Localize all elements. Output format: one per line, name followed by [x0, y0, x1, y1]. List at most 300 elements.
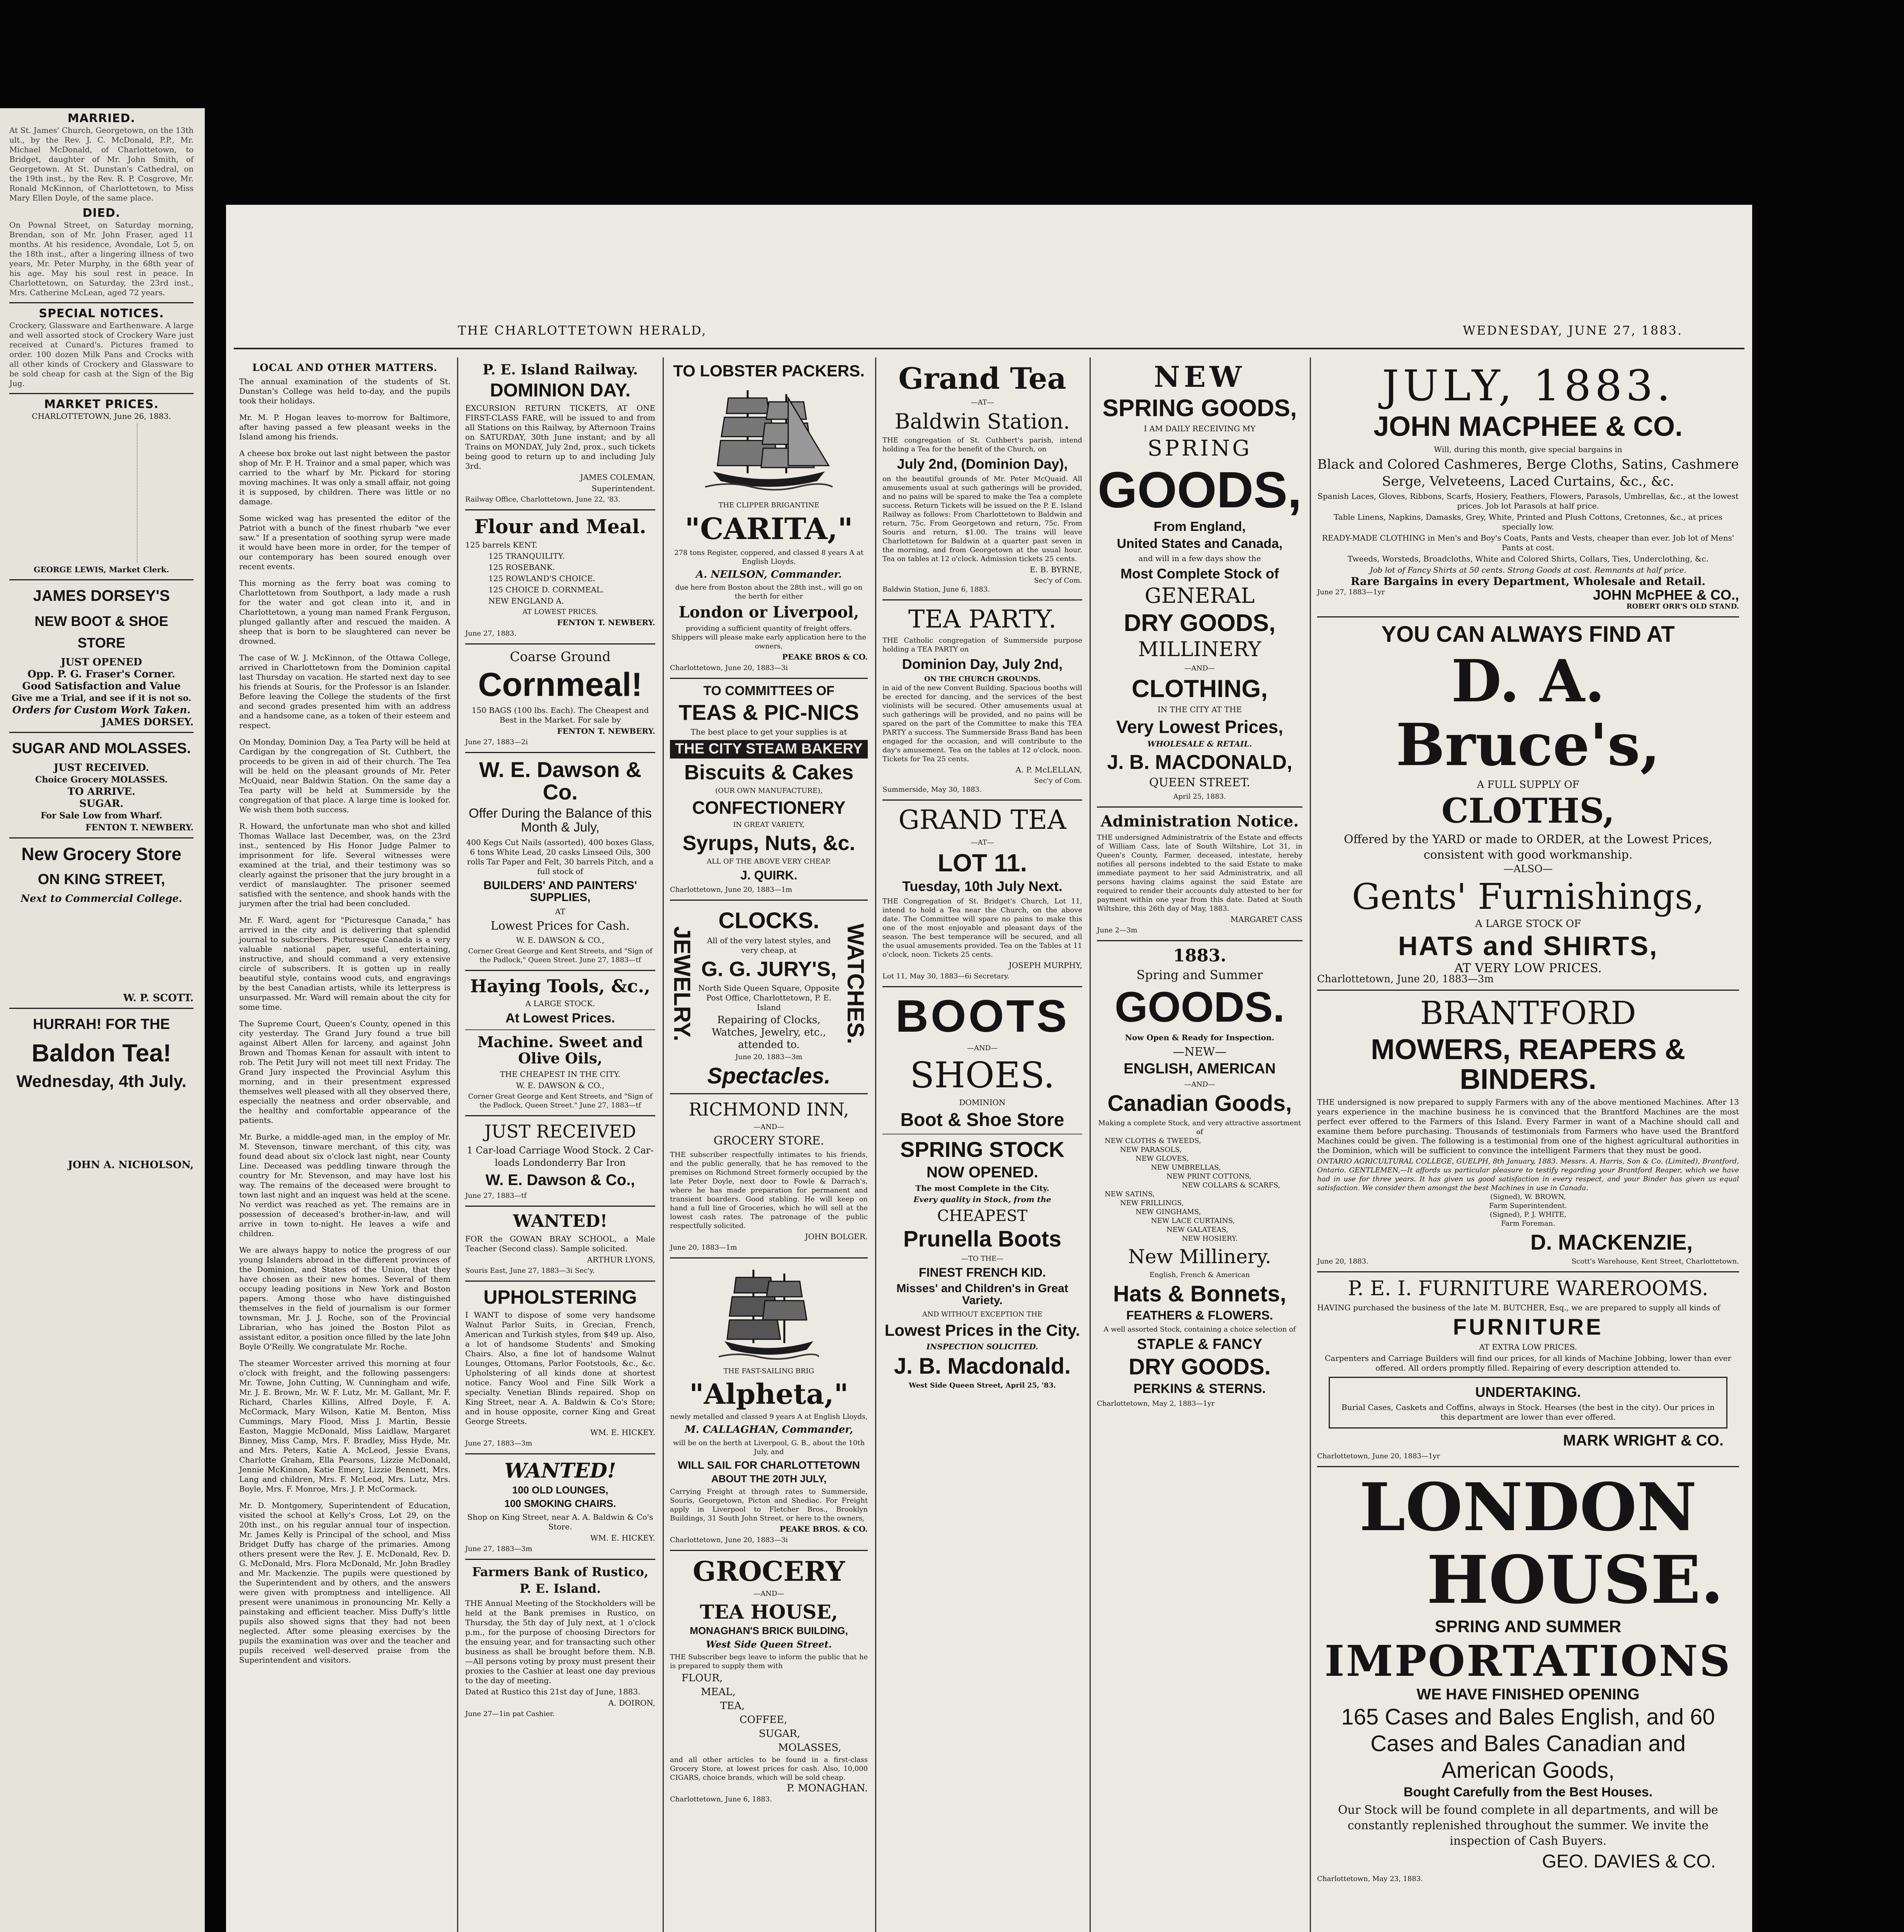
dawson-address: Corner Great George and Kent Streets, and "Sign of the Padlock," Queen Street. June 27, 1883—tf	[468, 947, 653, 964]
watches-vertical: WATCHES.	[843, 923, 869, 1044]
married-heading: MARRIED.	[67, 112, 136, 125]
column-shipping-grocery	[665, 359, 873, 1932]
quirk-date: Charlottetown, June 20, 1883—1m	[670, 885, 792, 894]
misses-children: Misses' and Children's in Great Variety.	[896, 1282, 1068, 1307]
new-millinery: New Millinery.	[1128, 1245, 1272, 1268]
dorsey-store: NEW BOOT & SHOE STORE	[34, 613, 168, 651]
spring-word: SPRING	[1147, 435, 1252, 461]
dry-goods-heading: DRY GOODS,	[1124, 609, 1276, 636]
richmond-inn-heading: RICHMOND INN,	[688, 1099, 849, 1120]
dawson-supplies: BUILDERS' AND PAINTERS' SUPPLIES,	[483, 879, 637, 904]
clipper-caption: THE CLIPPER BRIGANTINE	[718, 501, 819, 510]
carita-heading: "CARITA,"	[685, 512, 853, 546]
local-paragraph: Some wicked wag has presented the editor of the Patriot with a bunch of the finest rhubarb "we ever saw." If a presentation of soothing syrup were made it would have been more in order, for the temper of our contemporary has been soured enough over recent events.	[239, 513, 450, 571]
dominion-label: DOMINION	[959, 1097, 1006, 1107]
goods-1883: GOODS.	[1114, 983, 1285, 1031]
flour-price: AT LOWEST PRICES.	[522, 607, 598, 616]
finished-opening: WE HAVE FINISHED OPENING	[1416, 1686, 1640, 1703]
wanted-text: FOR the GOWAN BRAY SCHOOL, a Male Teacher (Second class). Sample solicited.	[465, 1234, 655, 1253]
jury-address: North Side Queen Square, Opposite Post Office, Charlottetown, P. E. Island	[698, 983, 840, 1012]
macphee-sub: Will, during this month, give special bargains in	[1434, 444, 1622, 454]
sugar-signature: FENTON T. NEWBERY.	[85, 823, 194, 833]
grocery-item: FLOUR,	[682, 1672, 723, 1684]
boot-store-heading: Boot & Shoe Store	[900, 1109, 1064, 1130]
teas-text: The best place to get your supplies is at	[690, 727, 847, 736]
goods-line: NEW PRINT COTTONS,	[1166, 1172, 1252, 1180]
year-1883: 1883.	[1173, 946, 1226, 966]
tea-date: Wednesday, 4th July.	[16, 1072, 187, 1091]
macphee-line-7: Rare Bargains in every Department, Wholesale and Retail.	[1350, 575, 1706, 588]
grocery-signature: W. P. SCOTT.	[123, 992, 194, 1004]
local-paragraph: The Supreme Court, Queen's County, opened in this city yesterday. The Grand Jury found a true bill against Albert Allen for larceny, and against John Brown and Thomas Kenan for assault with intent to rob. The Petit Jury will not meet till next Friday. The Grand Jury inspected the Provincial Asylum this morning, and in their presentment expressed themselves well pleased with all they observed there, especially the neatness and order observable, and the healthy and comfortable appearance of the patients.	[239, 1019, 450, 1125]
april-date: April 25, 1883.	[1173, 792, 1226, 801]
cheapest: CHEAPEST	[937, 1207, 1028, 1225]
clocks-text: All of the very latest styles, and very cheap, at	[707, 935, 831, 955]
prunella-boots: Prunella Boots	[903, 1226, 1062, 1252]
macphee-line-1: Black and Colored Cashmeres, Berge Cloths, Satins, Cashmere Serge, Velveteens, Laced Curtains, &c., &c.	[1317, 456, 1739, 489]
baldwin-location: Baldwin Station, June 6, 1883.	[882, 585, 990, 594]
local-paragraph: Mr. F. Ward, agent for "Picturesque Canada," has arrived in the city and is delivering that splendid journal to subscribers. Picturesque Canada is a very valuable national paper, useful, entertaining, instructive, and should command a very extensive circle of subscribers. It is gotten up in really beautiful style, contains wood cuts, and engravings by the best Canadian artists, while its letterpress is unsurpassed. Mr. Ward will remain about the city for some time.	[239, 915, 450, 1012]
carita-text-2: due here from Boston about the 28th inst., will go on the berth for either	[675, 583, 863, 601]
undertaking-text: Burial Cases, Caskets and Coffins, always in Stock. Hearses (the best in the city). Our prices in this department are lower than ever offered.	[1341, 1402, 1715, 1422]
bruce-date: Charlottetown, June 20, 1883—3m	[1317, 973, 1494, 985]
sugar-line-4: For Sale Low from Wharf.	[41, 811, 162, 821]
lot-11-location: Lot 11, May 30, 1883—6i Secretary.	[882, 972, 1010, 980]
lot-11-heading: LOT 11.	[937, 849, 1027, 877]
most-complete: The most Complete in the City.	[915, 1184, 1049, 1193]
and-separator: —AND—	[1184, 664, 1215, 672]
administration-signature: MARGARET CASS	[1230, 914, 1302, 924]
oils-address: Corner Great George and Kent Streets, and "Sign of the Padlock, Queen Street." June 27, 1883—tf	[468, 1092, 653, 1109]
alpheta-text: newly metalled and classed 9 years A at English Lloyds,	[670, 1413, 868, 1421]
railway-signature: JAMES COLEMAN,	[580, 472, 655, 482]
large-stock: A LARGE STOCK OF	[1475, 918, 1581, 930]
haying-stock: A LARGE STOCK.	[525, 999, 595, 1009]
macphee-line-2: Spanish Laces, Gloves, Ribbons, Scarfs, Hosiery, Feathers, Flowers, Parasols, Umbrellas, &c., at the lowest prices. Job lot Parasols at half price.	[1318, 491, 1739, 510]
biscuits-heading: Biscuits & Cakes	[684, 760, 854, 784]
clocks-heading: CLOCKS.	[718, 908, 819, 933]
grocery-text-2: and all other articles to be found in a first-class Grocery Store, at lowest prices for cash. Also, 10,000 CIGARS, choice brands, which will be sold cheap.	[670, 1756, 868, 1782]
clothing-heading: CLOTHING,	[1132, 674, 1268, 702]
brantford-signature-1: (Signed), W. BROWN,	[1490, 1192, 1566, 1201]
carita-text-3: providing a sufficient quantity of freight offers. Shippers will please make early application here to the owners,	[671, 624, 867, 651]
local-paragraph: This morning as the ferry boat was coming to Charlottetown from Southport, a lady made a rush for the water and got clean into it, and in Charlottetown, a young man named Frank Ferguson, plunged gallantly after and rescued the maiden. A sheep that is born to be slaughtered can never be drowned.	[239, 578, 450, 646]
brig-engraving-icon	[719, 1264, 819, 1364]
house-heading: HOUSE.	[1426, 1541, 1724, 1619]
now-opened: NOW OPENED.	[926, 1164, 1038, 1181]
died-text: On Pownal Street, on Saturday morning, Brendan, son of Mr. John Fraser, aged 11 months. At his residence, Avondale, Lot 5, on the 18th inst., after a lingering illness of two years, Mr. Peter Murphy, in the 68th year of his age. May his soul rest in peace. In Charlottetown, on Saturday, the 23rd inst., Mrs. Catherine McLean, aged 72 years.	[9, 220, 194, 297]
local-paragraph: We are always happy to notice the progress of our young Islanders abroad in the different provinces of the Dominion, and States of the Union, that they have chosen as their new homes. Several of them occupy leading positions in New York and Boston papers. Among those who have distinguished themselves in the field of journalism is our former townsman, Mr. J. J. Roche, son of the Provincial Librarian, who has joined the Boston Pilot as assistant editor, a position once filled by the late John Boyle O'Reilly. We congratulate Mr. Roche.	[239, 1245, 450, 1351]
local-paragraph: R. Howard, the unfortunate man who shot and killed Thomas Wallace last December, was, on the 23rd inst., sentenced by His Honor Judge Palmer to imprisonment for life. Several witnesses were examined at the trial, and their testimony was so clearly against the prisoner that the jury brought in a verdict of manslaughter. The prisoner seemed satisfied with the sentence, and shook hands with the jurymen after the trial had been concluded.	[239, 821, 450, 908]
dorsey-satisfaction: Good Satisfaction and Value	[22, 680, 181, 692]
west-side: West Side Queen Street.	[706, 1638, 832, 1650]
dawson-heading: W. E. Dawson & Co.	[479, 757, 642, 804]
wanted-heading: WANTED!	[513, 1211, 608, 1231]
from-england: From England,	[1154, 519, 1246, 534]
and-separator-2: —AND—	[1184, 1080, 1215, 1088]
macphee-signature: JOHN McPHEE & CO.,	[1593, 587, 1739, 603]
flour-item: 125 TRANQUILITY.	[488, 551, 565, 561]
canadian-goods: Canadian Goods,	[1107, 1090, 1292, 1116]
local-paragraph: Mr. M. P. Hogan leaves to-morrow for Baltimore, after having passed a few pleasant weeks in the Island among his friends.	[239, 412, 450, 441]
local-paragraph: On Monday, Dominion Day, a Tea Party will be held at Cardigan by the congregation of St. Cuthbert, the proceeds to be given in aid of their church. The Tea will be held on the pleasant grounds of Mr. Peter McQuaid, near Baldwin Station. On the same day a Tea party will be held at Summerside by the congregation of that place. A large time is looked for. We wish them both success.	[239, 737, 450, 814]
dorsey-title: JAMES DORSEY'S	[33, 587, 170, 604]
davies-signature: GEO. DAVIES & CO.	[1542, 1851, 1716, 1872]
goods-line: NEW GINGHAMS,	[1136, 1208, 1201, 1216]
jury-name: G. G. JURY'S,	[701, 957, 836, 981]
english-american: ENGLISH, AMERICAN	[1124, 1060, 1276, 1077]
cornmeal-signature: FENTON T. NEWBERY.	[557, 726, 655, 736]
alpheta-signature: PEAKE BROS. & CO.	[779, 1524, 868, 1534]
tea-party-date: Dominion Day, July 2nd,	[902, 656, 1063, 672]
stock-text: Our Stock will be found complete in all departments, and will be constantly replenished throughout the summer. We invite the inspection of Cash Buyers.	[1338, 1803, 1718, 1848]
wanted-signature: ARTHUR LYONS,	[587, 1255, 655, 1264]
few-days: and will in a few days show the	[1138, 554, 1261, 563]
column-railway-dawson	[460, 359, 661, 1932]
carita-signature: PEAKE BROS & CO.	[782, 652, 868, 662]
boots-heading: BOOTS	[895, 990, 1069, 1042]
tea-party-signature-title: Sec'y of Com.	[1034, 776, 1082, 785]
richmond-date: June 20, 1883—1m	[670, 1243, 737, 1252]
special-notices-heading: SPECIAL NOTICES.	[39, 307, 164, 320]
farmers-bank-heading: Farmers Bank of Rustico,	[472, 1564, 649, 1579]
importations-heading: IMPORTATIONS	[1324, 1636, 1732, 1686]
just-received-heading: JUST RECEIVED	[484, 1121, 636, 1142]
brantford-heading: BRANTFORD	[1420, 995, 1636, 1032]
tea-party-text-2: in aid of the new Convent Building. Spacious booths will be erected for dancing, and the services of the best violinists will be secured. Other amusements usual at such gatherings will be provided, and no pains will be spared on the part of the Committee to make this TEA PARTY a success. The Summerside Brass Band has been engaged for the occasion, and will contribute to the day's amusement. Tea on the tables at 12 o'clock, noon. Tickets for Tea 25 cents.	[882, 684, 1082, 763]
to-the: —TO THE—	[961, 1254, 1004, 1263]
jb-macdonald-address: West Side Queen Street, April 25, '83.	[908, 1381, 1056, 1390]
richmond-grocery: GROCERY STORE.	[713, 1134, 824, 1148]
lowest-prices: Very Lowest Prices,	[1116, 717, 1284, 737]
tea-signature: JOHN A. NICHOLSON,	[68, 1159, 194, 1171]
upholstering-heading: UPHOLSTERING	[483, 1286, 637, 1308]
feathers-flowers: FEATHERS & FLOWERS.	[1126, 1308, 1273, 1322]
upholstering-text: I WANT to dispose of some very handsome Walnut Parlor Suits, in Grecian, French, American and Turkish styles, from $49 up. Also, a lot of handsome Students' and Smoking Chairs. Also, a fine lot of handsome Walnut Lounges, Ottomans, Parlor Footstools, &c., &c. Upholstering of all kinds done at shortest notice. Fancy Wool and Fine Silk Work a specialty. Venetian Blinds repaired. Shop on King Street, near A. A. Baldwin & Co's Store; and in house opposite, corner King and Great George Streets.	[465, 1310, 655, 1426]
jury-text: Repairing of Clocks, Watches, Jewelry, etc., attended to.	[712, 1014, 826, 1051]
brantford-signature-1-title: Farm Superintendent.	[1489, 1201, 1567, 1210]
married-text: At St. James' Church, Georgetown, on the 13th ult., by the Rev. J. C. McDonald, P.P., Mr. Michael McDonald, of Charlottetown, to Bridget, daughter of Mr. John Smith, of Georgetown. At St. Dunstan's Cathedral, on the 19th inst., by the Rev. R. P. Cosgrove, Mr. Ronald McKinnon, of Charlottetown, to Miss Mary Ellen Doyle, of the same place.	[9, 126, 194, 202]
wanted-chairs-heading: WANTED!	[504, 1459, 616, 1483]
making-text: Making a complete Stock, and very attractive assortment of	[1098, 1119, 1301, 1136]
grocery-item: MEAL,	[701, 1686, 736, 1698]
above-cheap: ALL OF THE ABOVE VERY CHEAP.	[707, 857, 831, 866]
carita-date: Charlottetown, June 20, 1883—3i	[670, 664, 788, 672]
davies-date: Charlottetown, May 23, 1883.	[1317, 1875, 1423, 1883]
wright-signature: MARK WRIGHT & CO.	[1563, 1432, 1724, 1449]
tea-party-signature: A. P. McLELLAN,	[1015, 765, 1082, 774]
goods-line: NEW SATINS,	[1105, 1190, 1155, 1198]
grocery-item: SUGAR,	[759, 1728, 801, 1740]
sugar-received: JUST RECEIVED.	[54, 762, 149, 774]
finest-kid: FINEST FRENCH KID.	[919, 1265, 1046, 1279]
just-received-text: 1 Car-load Carriage Wood Stock. 2 Car-loads Londonderry Bar Iron	[467, 1145, 654, 1168]
grocery-heading: GROCERY	[693, 1555, 845, 1588]
sugar-line-3: SUGAR.	[79, 798, 124, 810]
undertaking-box	[1329, 1377, 1727, 1429]
syrups-heading: Syrups, Nuts, &c.	[682, 831, 855, 855]
local-matters-heading: LOCAL AND OTHER MATTERS.	[252, 362, 438, 374]
column-teas-boots	[877, 359, 1088, 1932]
staple-fancy: STAPLE & FANCY	[1137, 1336, 1263, 1353]
local-paragraph: A cheese box broke out last night between the pastor shop of Mr. P. H. Trainor and a smal paper, which was carried to the wharf by Mr. Pickard for storing moving machines. It was only a small affair, not going it is supposed, by children. There was little or no damage.	[239, 448, 450, 506]
carita-commander: A. NEILSON, Commander.	[696, 568, 842, 580]
administration-date: June 2—3m	[1097, 926, 1137, 934]
jury-ad	[670, 906, 868, 1061]
mackenzie-name: D. MACKENZIE,	[1530, 1230, 1693, 1254]
cases-line-3: American Goods,	[1441, 1758, 1615, 1783]
furniture-warerooms-heading: P. E. I. FURNITURE WAREROOMS.	[1348, 1277, 1708, 1300]
daily-receiving: I AM DAILY RECEIVING MY	[1144, 423, 1256, 433]
farmers-bank-text: THE Annual Meeting of the Stockholders will be held at the Bank premises in Rustico, on Thursday, the 5th day of July next, at 1 o'clock p.m., for the purpose of choosing Directors for the ensuing year, and for transacting such other business as shall be brought before them. N.B.—All persons voting by proxy must present their proxies to the Cashier at least one day previous to the day of meeting.	[465, 1599, 656, 1685]
alpheta-heading: "Alpheta,"	[689, 1377, 848, 1410]
dry-goods-2: DRY GOODS.	[1129, 1354, 1271, 1380]
cases-line-2: Cases and Bales Canadian and	[1370, 1731, 1686, 1757]
dawson-lowest: Lowest Prices for Cash.	[490, 919, 630, 933]
queen-street: QUEEN STREET.	[1149, 776, 1250, 789]
flour-item: 125 ROSEBANK.	[488, 562, 555, 572]
wanted-chairs-signature: WM. E. HICKEY.	[590, 1533, 655, 1543]
brantford-signature-2: (Signed), P. J. WHITE,	[1489, 1210, 1567, 1219]
farmers-bank-signature: A. DOIRON,	[608, 1698, 655, 1708]
tea-big-title: Baldon Tea!	[31, 1039, 172, 1067]
grand-tea-2-heading: GRAND TEA	[898, 804, 1066, 835]
goods-big: GOODS,	[1097, 461, 1302, 519]
grocery-item: TEA,	[720, 1700, 745, 1712]
wanted-chairs-date: June 27, 1883—3m	[465, 1544, 532, 1553]
assorted-text: A well assorted Stock, containing a choice selection of	[1103, 1325, 1296, 1334]
flour-date: June 27, 1883.	[465, 629, 517, 638]
market-place: CHARLOTTETOWN, June 26, 1883.	[32, 412, 171, 421]
dorsey-orders: Orders for Custom Work Taken.	[12, 704, 191, 716]
column-local-matters	[234, 359, 456, 1932]
alpheta-date: ABOUT THE 20TH JULY,	[711, 1473, 827, 1485]
brantford-text: THE undersigned is now prepared to supply Farmers with any of the above mentioned Machines. After 13 years experience in the machine business he is convinced that the Brantford Machines are the most perfect ever offered to the Farmers of this Island. Every Farmer in want of a Machine should call and examine them before purchasing. Thousands of testimonials from Farmers who have used the Brantford Machines could be given. The following is a testimonial from one of the highest agricultural authorities in the Dominion, which will be sufficient to convince the intelligent Farmers that they must be good.	[1317, 1097, 1739, 1155]
grocery-date: Charlottetown, June 6, 1883.	[670, 1795, 772, 1804]
goods-line: NEW LACE CURTAINS,	[1151, 1216, 1235, 1225]
baldwin-signature-title: Sec'y of Com.	[1034, 576, 1082, 585]
bought-carefully: Bought Carefully from the Best Houses.	[1403, 1784, 1653, 1799]
gents-heading: Gents' Furnishings,	[1352, 876, 1705, 917]
hats-bonnets: Hats & Bonnets,	[1113, 1281, 1286, 1306]
grocery-text: THE Subscriber begs leave to inform the public that he is prepared to supply them with	[670, 1653, 868, 1670]
new-heading: NEW	[1154, 361, 1246, 394]
farmers-bank-title: June 27—1in pat Cashier.	[465, 1710, 555, 1718]
mackenzie-address: Scott's Warehouse, Kent Street, Charlottetown.	[1571, 1257, 1739, 1265]
hats-shirts: HATS and SHIRTS,	[1398, 930, 1658, 961]
oils-sub: THE CHEAPEST IN THE CITY.	[500, 1069, 620, 1079]
london-heading: LONDON	[1359, 1468, 1697, 1546]
grocery-item: COFFEE,	[740, 1714, 787, 1726]
english-french: English, French & American	[1149, 1270, 1250, 1279]
alpheta-commander: M. CALLAGHAN, Commander,	[684, 1424, 853, 1436]
great-variety: IN GREAT VARIETY,	[733, 820, 805, 829]
cloths-heading: CLOTHS,	[1441, 791, 1615, 831]
goods-line: NEW UMBRELLAS,	[1151, 1163, 1221, 1172]
furniture-heading: FURNITURE	[1453, 1314, 1603, 1340]
wanted-lounges: 100 OLD LOUNGES,	[512, 1484, 609, 1496]
local-paragraph: Mr. D. Montgomery, Superintendent of Education, visited the school at Kelly's Cross, Lot 29, on the 20th inst., on his regular annual tour of inspection. Mr. James Kelly is Principal of the school, and Miss Bridget Duffy has charge of the primaries. Among others present were the Rev. J. E. McDonald, Rev. D. G. McDonald, Mrs. Flora McDonald, Mr. John Bradley and Mr. Mackenzie. The pupils were questioned by the Superintendent and by others, and the answers were given with promptness and intelligence. All present were unanimous in pronouncing Mr. Kelly a painstaking and efficient teacher. Miss Duffy's little pupils also showed signs that they had not been neglected. After some pleasing exercises by the pupils the examination was over and the teacher and pupils received well-deserved praise from the Superintendent and visitors.	[239, 1500, 450, 1665]
baldwin-text-2: on the beautiful grounds of Mr. Peter McQuaid. All amusements usual at such gatherings will be provided, and no pains will be spared to make the Tea a complete success. Return Tickets will be issued on the P. E. Island Railway as follows: From Charlottetown to Baldwin and return, 75c. From Georgetown and return, 75c. From Souris and return, $1.00. The trains will leave Charlottetown for Baldwin at a quarter past seven in the morning, and from Georgetown at the usual hour. Tea on tables at 12 o'clock. Admission tickets 25 cents.	[882, 474, 1082, 563]
cornmeal-subheading: Coarse Ground	[510, 649, 611, 665]
in-city-at: IN THE CITY AT THE	[1157, 705, 1242, 714]
tea-hurrah: HURRAH! FOR THE	[33, 1016, 170, 1032]
every-quality: Every quality in Stock, from the	[913, 1195, 1051, 1204]
dawson-items: 400 Kegs Cut Nails (assorted), 400 boxes Glass, 6 tons White Lead, 20 casks Linseed Oils, 300 rolls Tar Paper and Felt, 30 barrels Pitch, and a full stock of	[466, 837, 654, 876]
spring-goods-heading: SPRING GOODS,	[1102, 395, 1297, 422]
baldwin-station: Baldwin Station.	[894, 409, 1070, 434]
carita-text: 278 tons Register, coppered, and classed 8 years A at English Lloyds.	[674, 548, 864, 566]
also-label: —ALSO—	[1503, 863, 1553, 875]
new-separator: —NEW—	[1173, 1045, 1227, 1059]
masthead-date: WEDNESDAY, JUNE 27, 1883.	[1463, 323, 1683, 338]
grocery-store-heading: New Grocery Store	[21, 844, 182, 864]
wanted-chairs: 100 SMOKING CHAIRS.	[504, 1498, 616, 1510]
upholstering-signature: WM. E. HICKEY.	[590, 1428, 655, 1437]
jewelry-vertical: JEWELRY.	[669, 926, 695, 1041]
inspection-solicited: INSPECTION SOLICITED.	[926, 1342, 1039, 1351]
always-find: YOU CAN ALWAYS FIND AT	[1381, 622, 1675, 647]
dorsey-location: Opp. P. G. Fraser's Corner.	[27, 668, 175, 680]
flour-signature: FENTON T. NEWBERY.	[557, 617, 655, 627]
flour-item: NEW ENGLAND A.	[488, 596, 564, 605]
july-heading: JULY, 1883.	[1382, 361, 1674, 410]
jbm-name: J. B. MACDONALD,	[1107, 751, 1292, 774]
without-exception: AND WITHOUT EXCEPTION THE	[922, 1310, 1042, 1318]
railway-office: Railway Office, Charlottetown, June 22, '83.	[465, 495, 620, 503]
upholstering-date: June 27, 1883—3m	[465, 1439, 532, 1447]
railway-title: Superintendent.	[592, 483, 655, 493]
tea-house-heading: TEA HOUSE,	[700, 1600, 838, 1624]
jury-date: June 20, 1883—3m	[735, 1053, 802, 1061]
boots-and: —AND—	[967, 1044, 998, 1052]
most-complete-stock: Most Complete Stock of	[1120, 566, 1279, 582]
masthead	[226, 317, 1752, 344]
wanted-chairs-text: Shop on King Street, near A. A. Baldwin & Co's Store.	[467, 1512, 653, 1531]
jb-macdonald-signature: J. B. Macdonald.	[894, 1353, 1071, 1379]
dorsey-opened: JUST OPENED	[61, 656, 142, 668]
own-manufacture: (OUR OWN MANUFACTURE),	[715, 787, 823, 795]
railway-text: EXCURSION RETURN TICKETS, AT ONE FIRST-CLASS FARE, will be issued to and from all Stations on this Railway, by Afternoon Trains on SATURDAY, 30th June instant; and by all Trains on MONDAY, July 2nd, prox., such tickets being good to return up to and including July 3rd.	[465, 403, 655, 471]
dorsey-signature: JAMES DORSEY.	[101, 716, 194, 728]
masthead-rule	[234, 348, 1744, 349]
ship-engraving-icon	[705, 383, 833, 498]
oils-heading: Machine. Sweet and Olive Oils,	[477, 1033, 643, 1067]
grocery-signature: P. MONAGHAN.	[787, 1782, 868, 1794]
grocery-street: ON KING STREET,	[37, 871, 165, 888]
spring-stock-heading: SPRING STOCK	[900, 1137, 1065, 1162]
alpheta-location: Charlottetown, June 20, 1883—3i	[670, 1536, 788, 1544]
perkins-sterns: PERKINS & STERNS.	[1134, 1381, 1266, 1396]
baldwin-text: THE congregation of St. Cuthbert's parish, intend holding a Tea for the benefit of the Church, on	[882, 436, 1082, 453]
dawson-signature: W. E. DAWSON & CO.,	[516, 935, 605, 945]
received-signature: W. E. Dawson & Co.,	[485, 1172, 635, 1189]
wholesale-retail: WHOLESALE & RETAIL.	[1147, 739, 1252, 749]
sugar-arrive: TO ARRIVE.	[67, 786, 136, 798]
very-low-prices: AT VERY LOW PRICES.	[1454, 961, 1602, 976]
carita-destination: London or Liverpool,	[678, 603, 859, 622]
goods-line: NEW PARASOLS,	[1120, 1145, 1182, 1154]
local-paragraph: The annual examination of the students of St. Dunstan's College was held to-day, and the pupils took their holidays.	[239, 376, 450, 405]
tea-party-location: Summerside, May 30, 1883.	[882, 785, 982, 794]
undertaking-heading: UNDERTAKING.	[1475, 1384, 1581, 1400]
dawson-subheading: Offer During the Balance of this Month & July,	[469, 806, 652, 835]
spring-summer: Spring and Summer	[1136, 968, 1263, 983]
haying-lowest: At Lowest Prices.	[505, 1011, 615, 1026]
richmond-signature: JOHN BOLGER.	[805, 1231, 868, 1241]
full-supply: A FULL SUPPLY OF	[1477, 779, 1579, 791]
macphee-name: JOHN MACPHEE & CO.	[1373, 411, 1683, 442]
macphee-store: ROBERT ORR'S OLD STAND.	[1626, 602, 1739, 611]
grocery-item: MOLASSES,	[778, 1742, 842, 1754]
previous-page-column	[4, 108, 199, 1932]
macphee-line-4: READY-MADE CLOTHING in Men's and Boy's Coats, Pants and Vests, cheaper than ever. Job lot of Mens' Pants at cost.	[1322, 533, 1734, 552]
flour-heading: Flour and Meal.	[474, 515, 646, 538]
flour-item: 125 barrels KENT.	[465, 540, 538, 549]
goods-line: NEW GLOVES,	[1136, 1154, 1189, 1163]
farmers-bank-date: Dated at Rustico this 21st day of June, 1883.	[465, 1687, 641, 1697]
haying-heading: Haying Tools, &c.,	[470, 975, 651, 997]
goods-line: NEW FRILLINGS,	[1120, 1199, 1184, 1207]
died-heading: DIED.	[82, 206, 121, 220]
macphee-date: June 27, 1883—1yr	[1317, 588, 1385, 596]
administration-heading: Administration Notice.	[1100, 812, 1299, 830]
committees-heading: TO COMMITTEES OF	[703, 684, 835, 699]
perkins-date: Charlottetown, May 2, 1883—1yr	[1097, 1399, 1215, 1408]
macphee-line-5: Tweeds, Worsteds, Broadcloths, White and Colored Shirts, Collars, Ties, Underclothing, &c.	[1347, 554, 1709, 563]
mowers-heading: MOWERS, REAPERS & BINDERS.	[1370, 1033, 1686, 1095]
sugar-line-1: Choice Grocery MOLASSES.	[35, 775, 168, 785]
tea-party-grounds: ON THE CHURCH GROUNDS.	[924, 675, 1040, 683]
offered-text: Offered by the YARD or made to ORDER, at the Lowest Prices, consistent with good workmanship.	[1344, 832, 1712, 862]
grand-tea-at: —AT—	[971, 398, 994, 406]
goods-line: NEW CLOTHS & TWEEDS,	[1105, 1136, 1201, 1145]
baldwin-signature: E. B. BYRNE,	[1030, 565, 1082, 574]
dominion-day-heading: DOMINION DAY.	[490, 380, 631, 401]
tea-party-text: THE Catholic congregation of Summerside purpose holding a TEA PARTY on	[882, 636, 1082, 654]
railway-heading: P. E. Island Railway.	[483, 362, 638, 378]
cornmeal-date: June 27, 1883—2i	[465, 738, 528, 746]
richmond-and: —AND—	[753, 1122, 784, 1131]
macphee-line-6: Job lot of Fancy Shirts at 50 cents. Strong Goods at cost. Remnants at half price.	[1370, 565, 1686, 575]
oils-signature: W. E. DAWSON & CO.,	[516, 1080, 605, 1090]
richmond-text: THE subscriber respectfully intimates to his friends, and the public generally, that he has removed to the premises on Richmond Street formerly occupied by the late Peter Doyle, next door to Fowle & Darrach's, where he has made preparation for permanent and transient boarders. Good stabling. He will keep on hand a full line of Groceries, which he will sell at the lowest cash rates. The patronage of the public respectfully solicited.	[670, 1150, 868, 1230]
ready-inspection: Now Open & Ready for Inspection.	[1125, 1032, 1275, 1042]
goods-line: NEW COLLARS & SCARFS,	[1182, 1181, 1280, 1189]
local-paragraph: The steamer Worcester arrived this morning at four o'clock with freight, and the following passengers: Mr. Towne, John Cutting, W. Cunningham and wife, Mr. J. E. Brown, Mr. W. F. Lutz, Mr. M. Gallant, Mr. F. Richard, Charles Killins, Alfred Doyle, F. A. McCormack, Mary Wilson, Katie M. Benton, Miss Cummings, Mary Flood, Miss J. Martin, Bessie Easton, Maggie McDonald, Miss Laidlaw, Margaret Binney, Miss Camp, Mrs. F. Bradley, Miss Hyde, Mr. and Mrs. Peters, Katie A. McLeod, Jessie Evans, Charlotte Graham, Ella Pearsons, Lizzie McDonald, Jennie McKinnon, Katie Emery, Lizzie Bennett, Mrs. Lang and children, Mrs. F. McLeod, Mrs. Lutz, Mrs. Boyle, Mrs. F. Monroe, Mrs. J. P. McCormack.	[239, 1358, 450, 1493]
administration-text: THE undersigned Administratrix of the Estate and effects of William Cass, late of South Wiltshire, Lot 31, in Queen's County, Farmer, deceased, intestate, hereby notifies all persons indebted to the said Estate to make immediate payment to her said Administratrix, and all persons having claims against the said Estate are required to render their accounts duly attested to her for payment within one year from this date. Dated at South Wiltshire, this 26th day of May, 1883.	[1097, 833, 1302, 913]
wanted-date: Souris East, June 27, 1883—3i Sec'y.	[465, 1266, 595, 1275]
millinery-word: MILLINERY	[1138, 638, 1261, 661]
teas-picnics-heading: TEAS & PIC-NICS	[678, 700, 859, 724]
market-clerk: GEORGE LEWIS, Market Clerk.	[34, 565, 169, 574]
market-prices-heading: MARKET PRICES.	[44, 398, 159, 411]
lot-11-date: Tuesday, 10th July Next.	[902, 878, 1062, 894]
cases-line-1: 165 Cases and Bales English, and 60	[1341, 1704, 1715, 1730]
alpheta-text-2: will be on the berth at Liverpool, G. B., about the 10th July, and	[673, 1439, 865, 1456]
mackenzie-date: June 20, 1883.	[1317, 1257, 1368, 1265]
spectacles-heading: Spectacles.	[707, 1063, 831, 1088]
brantford-signature-2-title: Farm Foreman.	[1501, 1219, 1556, 1228]
brig-caption: THE FAST-SAILING BRIG	[723, 1367, 814, 1375]
grand-tea-2-at: —AT—	[971, 838, 994, 847]
furniture-text: HAVING purchased the business of the late M. BUTCHER, Esq., we are prepared to supply all kinds of	[1317, 1303, 1720, 1312]
local-paragraph: Mr. Burke, a middle-aged man, in the employ of Mr. M. Stevenson, tinware merchant, of this city, was found dead about six o'clock last night, near County Line. Deceased was peddling tinware through the country for Mr. Stevenson, and may have lost his way. The remains of the deceased were brought to town last night and an inquest was held at the scene. No verdict was reached as yet. The remains are in possession of deceased's brother-in-law, and will arrive in town to-night. He leaves a wife and children.	[239, 1132, 450, 1238]
lot-11-signature: JOSEPH MURPHY,	[1008, 960, 1082, 970]
baldwin-date: July 2nd, (Dominion Day),	[897, 456, 1068, 472]
dorsey-trial: Give me a Trial, and see if it is not so.	[11, 693, 192, 703]
extra-low: AT EXTRA LOW PRICES.	[1479, 1342, 1577, 1352]
